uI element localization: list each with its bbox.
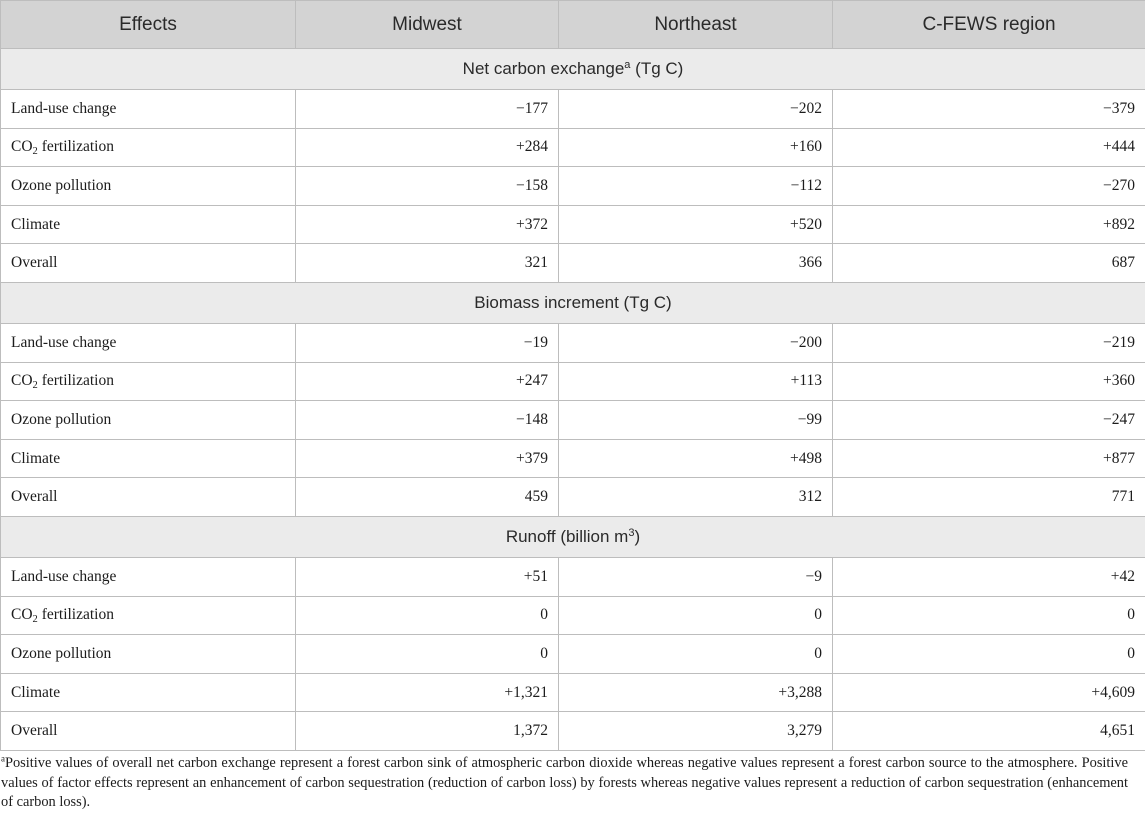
col-header-midwest: Midwest xyxy=(296,1,559,49)
table-row xyxy=(1,673,1145,712)
cell-midwest: 1,372 xyxy=(296,712,559,751)
footnote-marker: a xyxy=(624,58,631,71)
cell-northeast: 0 xyxy=(559,596,833,635)
cell-cfews: +4,609 xyxy=(833,673,1145,712)
cell-northeast: +3,288 xyxy=(559,673,833,712)
cell-northeast: 366 xyxy=(559,244,833,283)
cell-cfews: −219 xyxy=(833,323,1145,362)
row-label: $CO_2$ fertilization xyxy=(1,362,296,401)
cell-midwest: +51 xyxy=(296,557,559,596)
table-row xyxy=(1,712,1145,751)
row-label: $CO_2$ fertilization xyxy=(1,596,296,635)
cell-midwest: 0 xyxy=(296,635,559,674)
cell-northeast: +520 xyxy=(559,205,833,244)
header-row xyxy=(1,1,1145,49)
cell-midwest: 0 xyxy=(296,596,559,635)
row-label: Land-use change xyxy=(1,323,296,362)
row-label: Climate xyxy=(1,673,296,712)
cell-cfews: +444 xyxy=(833,128,1145,167)
row-label: Ozone pollution xyxy=(1,401,296,440)
cell-cfews: 4,651 xyxy=(833,712,1145,751)
table-row xyxy=(1,596,1145,635)
cell-cfews: +42 xyxy=(833,557,1145,596)
cell-midwest: −148 xyxy=(296,401,559,440)
cell-northeast: −99 xyxy=(559,401,833,440)
cell-cfews: 0 xyxy=(833,596,1145,635)
cell-midwest: +284 xyxy=(296,128,559,167)
section-row-runoff xyxy=(1,516,1145,557)
footnote-text: Positive values of overall net carbon exchange represent a forest carbon sink of atmospheric carbon dioxide whereas negative values represent a forest carbon source to the atmosphere. Positive values of factor effects represent an enhancement of carbon sequestration (reduction of carbon loss) by forests whereas negative values represent a reduction of carbon sequestration (enhancement of carbon loss). xyxy=(1,755,1128,810)
table-row xyxy=(1,90,1145,129)
cell-midwest: −19 xyxy=(296,323,559,362)
table-row xyxy=(1,362,1145,401)
row-label: Ozone pollution xyxy=(1,635,296,674)
cell-northeast: 0 xyxy=(559,635,833,674)
table-row xyxy=(1,635,1145,674)
cell-cfews: −270 xyxy=(833,167,1145,206)
cell-northeast: +113 xyxy=(559,362,833,401)
row-label: Overall xyxy=(1,244,296,283)
cell-cfews: 687 xyxy=(833,244,1145,283)
section-title: Runoff (billion $m^3$) xyxy=(1,516,1145,557)
row-label: Climate xyxy=(1,205,296,244)
row-label: Overall xyxy=(1,478,296,517)
cell-midwest: 459 xyxy=(296,478,559,517)
cell-cfews: −247 xyxy=(833,401,1145,440)
cell-midwest: 321 xyxy=(296,244,559,283)
table-row xyxy=(1,167,1145,206)
footnote-marker: a xyxy=(1,753,5,764)
cell-northeast: 312 xyxy=(559,478,833,517)
row-label: $CO_2$ fertilization xyxy=(1,128,296,167)
section-row-biomass-increment xyxy=(1,282,1145,323)
section-row-net-carbon-exchange xyxy=(1,49,1145,90)
row-label: Land-use change xyxy=(1,90,296,129)
cell-midwest: −177 xyxy=(296,90,559,129)
cell-northeast: +160 xyxy=(559,128,833,167)
cell-midwest: +379 xyxy=(296,439,559,478)
cell-northeast: −200 xyxy=(559,323,833,362)
cell-cfews: +892 xyxy=(833,205,1145,244)
row-label: Overall xyxy=(1,712,296,751)
cell-midwest: −158 xyxy=(296,167,559,206)
table-row xyxy=(1,439,1145,478)
cell-cfews: +877 xyxy=(833,439,1145,478)
cell-midwest: +247 xyxy=(296,362,559,401)
col-header-cfews-region: C-FEWS region xyxy=(833,1,1145,49)
cell-midwest: +372 xyxy=(296,205,559,244)
cell-cfews: 0 xyxy=(833,635,1145,674)
table-row xyxy=(1,205,1145,244)
table-row xyxy=(1,478,1145,517)
cell-cfews: 771 xyxy=(833,478,1145,517)
cell-northeast: −112 xyxy=(559,167,833,206)
table-row xyxy=(1,323,1145,362)
cell-northeast: −9 xyxy=(559,557,833,596)
cell-northeast: −202 xyxy=(559,90,833,129)
cell-cfews: +360 xyxy=(833,362,1145,401)
cell-cfews: −379 xyxy=(833,90,1145,129)
table-row xyxy=(1,244,1145,283)
row-label: Climate xyxy=(1,439,296,478)
cell-northeast: +498 xyxy=(559,439,833,478)
row-label: Ozone pollution xyxy=(1,167,296,206)
cell-northeast: 3,279 xyxy=(559,712,833,751)
table-row xyxy=(1,557,1145,596)
table-footnote xyxy=(0,754,1128,813)
table-row xyxy=(1,128,1145,167)
section-title: Biomass increment (Tg C) xyxy=(1,282,1145,323)
cell-midwest: +1,321 xyxy=(296,673,559,712)
col-header-effects: Effects xyxy=(1,1,296,49)
section-title: Net carbon exchange$^a$ (Tg C) xyxy=(1,49,1145,90)
row-label: Land-use change xyxy=(1,557,296,596)
table-row xyxy=(1,401,1145,440)
col-header-northeast: Northeast xyxy=(559,1,833,49)
